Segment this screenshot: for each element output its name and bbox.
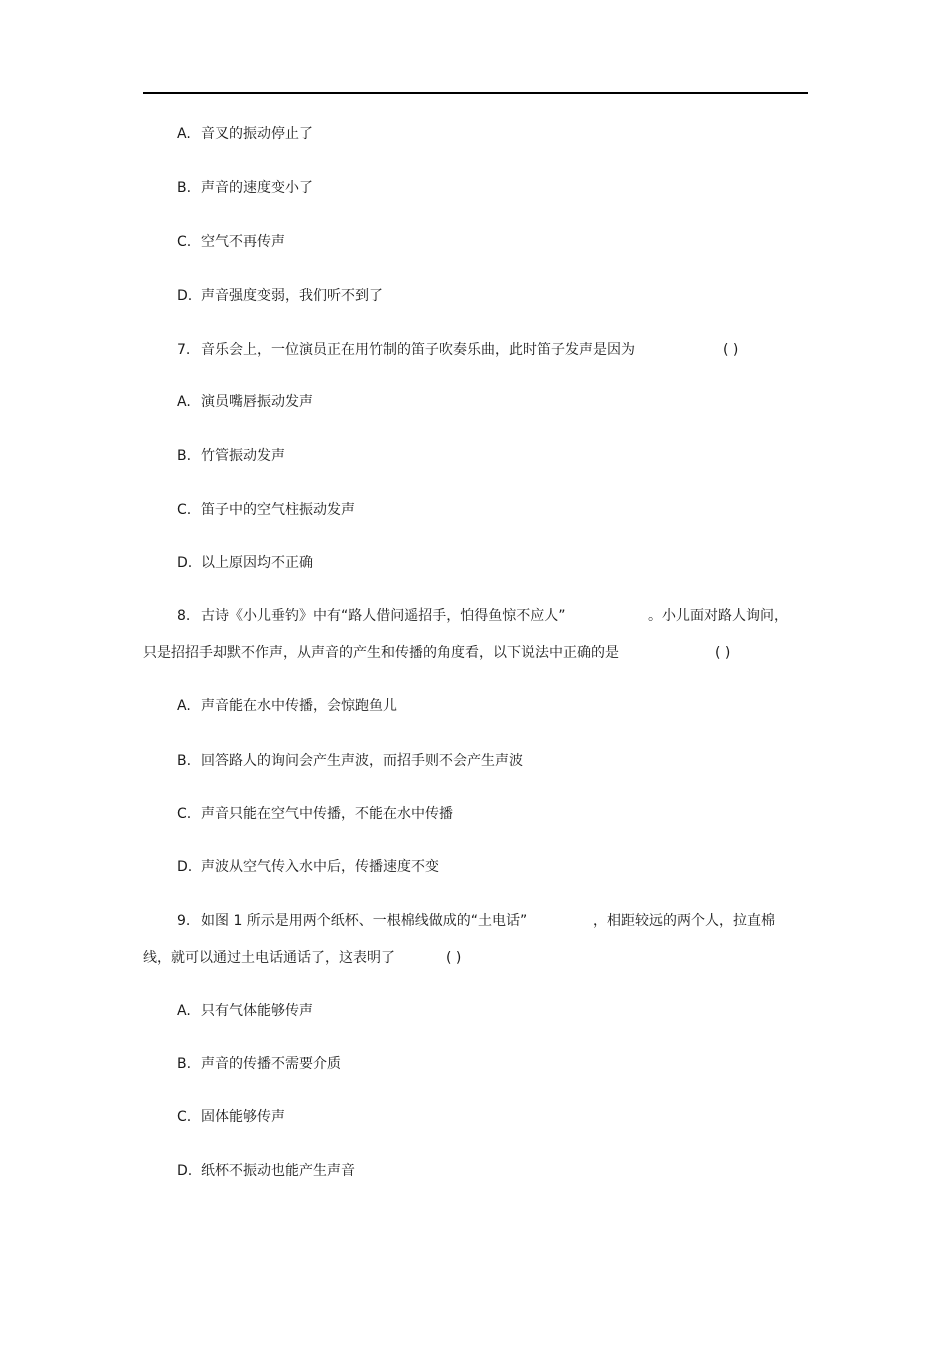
option-text: 演员嘴唇振动发声 bbox=[201, 394, 313, 410]
question-number: 8. bbox=[177, 608, 191, 624]
question-number: 7. bbox=[177, 342, 191, 358]
option-label: C. bbox=[177, 502, 192, 518]
q9-answer-paren: ( ) bbox=[446, 950, 462, 966]
option-label: A. bbox=[177, 394, 191, 410]
q8-stem-line1-tail: 。小儿面对路人询问， bbox=[648, 608, 788, 624]
question-number: 9. bbox=[177, 913, 191, 929]
q9-stem-line2: 线，就可以通过土电话通话了，这表明了 bbox=[143, 950, 395, 966]
question-text: 如图 1 所示是用两个纸杯、一根棉线做成的“土电话” bbox=[201, 913, 528, 929]
option-label: A. bbox=[177, 126, 191, 142]
q8-stem-line1 bbox=[177, 607, 566, 625]
q8-stem-line2: 只是招招手却默不作声，从声音的产生和传播的角度看，以下说法中正确的是 bbox=[143, 645, 619, 661]
question-text: 古诗《小儿垂钓》中有“路人借问遥招手，怕得鱼惊不应人” bbox=[201, 608, 566, 624]
option-text: 声音只能在空气中传播，不能在水中传播 bbox=[201, 806, 453, 822]
option-text: 音叉的振动停止了 bbox=[201, 126, 313, 142]
q7-option-c bbox=[177, 501, 355, 519]
option-text: 只有气体能够传声 bbox=[201, 1003, 313, 1019]
option-text: 声音的传播不需要介质 bbox=[201, 1056, 341, 1072]
option-label: A. bbox=[177, 698, 191, 714]
option-text: 声音强度变弱，我们听不到了 bbox=[201, 288, 383, 304]
q9-option-c bbox=[177, 1108, 285, 1126]
option-text: 以上原因均不正确 bbox=[201, 555, 313, 571]
q9-stem-line1-tail: ，相距较远的两个人，拉直棉 bbox=[593, 913, 775, 929]
question-text: 音乐会上，一位演员正在用竹制的笛子吹奏乐曲，此时笛子发声是因为 bbox=[201, 342, 635, 358]
option-label: B. bbox=[177, 1056, 192, 1072]
option-text: 纸杯不振动也能产生声音 bbox=[201, 1163, 355, 1179]
option-text: 竹管振动发声 bbox=[201, 448, 285, 464]
q9-option-a bbox=[177, 1002, 313, 1020]
q7-option-b bbox=[177, 447, 285, 465]
q6-option-a bbox=[177, 125, 313, 143]
option-label: C. bbox=[177, 234, 192, 250]
option-label: C. bbox=[177, 806, 192, 822]
q8-option-d bbox=[177, 858, 439, 876]
option-label: C. bbox=[177, 1109, 192, 1125]
option-text: 声波从空气传入水中后，传播速度不变 bbox=[201, 859, 439, 875]
option-text: 笛子中的空气柱振动发声 bbox=[201, 502, 355, 518]
option-label: D. bbox=[177, 288, 193, 304]
option-label: B. bbox=[177, 448, 192, 464]
q9-option-d bbox=[177, 1162, 355, 1180]
q6-option-d bbox=[177, 287, 383, 305]
q7-option-a bbox=[177, 393, 313, 411]
option-text: 固体能够传声 bbox=[201, 1109, 285, 1125]
option-text: 空气不再传声 bbox=[201, 234, 285, 250]
header-rule bbox=[143, 92, 808, 94]
q9-stem-line1 bbox=[177, 912, 527, 930]
option-label: B. bbox=[177, 180, 192, 196]
q8-option-b bbox=[177, 752, 523, 770]
option-label: D. bbox=[177, 1163, 193, 1179]
option-text: 声音能在水中传播，会惊跑鱼儿 bbox=[201, 698, 397, 714]
q7-option-d bbox=[177, 554, 313, 572]
option-text: 声音的速度变小了 bbox=[201, 180, 313, 196]
q8-option-c bbox=[177, 805, 453, 823]
option-label: D. bbox=[177, 859, 193, 875]
option-label: D. bbox=[177, 555, 193, 571]
q8-answer-paren: ( ) bbox=[715, 645, 731, 661]
q7-answer-paren: ( ) bbox=[723, 342, 739, 358]
q8-option-a bbox=[177, 697, 397, 715]
q6-option-c bbox=[177, 233, 285, 251]
option-text: 回答路人的询问会产生声波，而招手则不会产生声波 bbox=[201, 753, 523, 769]
option-label: A. bbox=[177, 1003, 191, 1019]
option-label: B. bbox=[177, 753, 192, 769]
q7-stem bbox=[177, 341, 635, 359]
q6-option-b bbox=[177, 179, 313, 197]
q9-option-b bbox=[177, 1055, 341, 1073]
